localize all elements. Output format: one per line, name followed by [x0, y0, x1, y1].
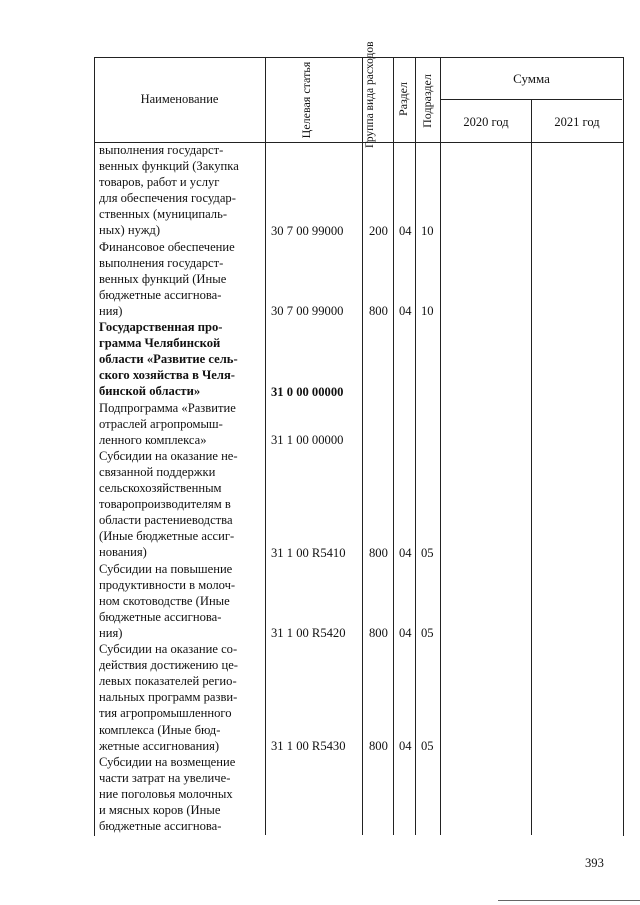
row-name-line: Субсидии на оказание со- [99, 642, 238, 657]
target-article: 30 7 00 99000 [271, 304, 344, 318]
row-name-line: отраслей агропромыш- [99, 416, 223, 431]
row-name-line: для обеспечения государ- [99, 191, 236, 206]
row-name-line: Финансовое обеспечение [99, 239, 235, 254]
row-name-line: товаропроизводителям в [99, 497, 231, 512]
row-name-line: выполнения государст- [99, 143, 224, 157]
target-article: 31 0 00 00000 [271, 384, 344, 399]
row-name [99, 448, 263, 561]
row-name-line: нальных программ разви- [99, 690, 238, 705]
row-name-line: сельскохозяйственным [99, 481, 222, 496]
row-name-line: Субсидии на повышение [99, 561, 233, 576]
row-name-line: связанной поддержки [99, 464, 216, 479]
section: 04 [399, 223, 412, 238]
row-name-line: венных функций (Иные [99, 271, 227, 286]
column-divider [531, 99, 532, 835]
row-name-line: части затрат на увеличе- [99, 770, 231, 785]
column-divider [415, 57, 416, 835]
header-sub-divider [440, 99, 622, 100]
row-name-line: ния) [99, 625, 123, 640]
row-name-line: ных) нужд) [99, 223, 161, 238]
row-name-line: ния) [99, 303, 123, 318]
row-name-line: Субсидии на возмещение [99, 754, 236, 769]
row-name-line: венных функций (Закупка [99, 159, 239, 174]
target-article: 31 1 00 R5420 [271, 626, 346, 640]
target-article: 31 1 00 R5430 [271, 738, 346, 753]
footer-line [498, 900, 640, 901]
subsection: 10 [421, 304, 434, 318]
row-name-line: области растениеводства [99, 513, 233, 528]
row-name-line: области «Развитие сель- [99, 352, 238, 367]
expense-group: 800 [369, 304, 388, 318]
row-name-line: (Иные бюджетные ассиг- [99, 529, 235, 544]
header-group: Группа вида расходов [364, 41, 376, 148]
header-podrazdel: Подраздел [420, 74, 434, 128]
row-name [99, 754, 263, 834]
row-name-line: ном скотоводстве (Иные [99, 593, 230, 608]
row-name-line: товаров, работ и услуг [99, 175, 220, 190]
target-article: 30 7 00 99000 [271, 223, 344, 238]
section: 04 [399, 738, 412, 753]
header-code: Целевая статья [299, 61, 313, 139]
row-name-line: комплекса (Иные бюд- [99, 722, 221, 737]
target-article: 31 1 00 R5410 [271, 545, 346, 560]
subsection: 10 [421, 223, 434, 238]
row-name-line: бюджетные ассигнова- [99, 287, 222, 302]
row-name-line: жетные ассигнования) [99, 738, 220, 753]
row-name-line: продуктивности в молоч- [99, 577, 236, 592]
row-name-line: бюджетные ассигнова- [99, 819, 222, 834]
header-year-2020: 2020 год [463, 115, 509, 129]
row-name-line: ленного комплекса» [99, 432, 207, 447]
column-divider [440, 57, 441, 835]
header-sum: Сумма [513, 71, 550, 86]
expense-group: 800 [369, 626, 388, 640]
row-name-line: грамма Челябинской [99, 336, 221, 351]
row-name-line: действия достижению це- [99, 658, 238, 673]
column-divider [265, 57, 266, 835]
row-name [99, 142, 263, 239]
row-name [99, 561, 263, 641]
row-name-line: ние поголовья молочных [99, 786, 233, 801]
subsection: 05 [421, 738, 434, 753]
section: 04 [399, 304, 412, 318]
section: 04 [399, 626, 412, 640]
row-name-line: тия агропромышленного [99, 706, 232, 721]
row-name-line: выполнения государст- [99, 255, 224, 270]
column-divider [362, 57, 363, 835]
row-name-line: левых показателей регио- [99, 674, 237, 689]
row-name-line: ственных (муниципаль- [99, 207, 228, 222]
row-name-line: ского хозяйства в Челя- [99, 368, 235, 383]
expense-group: 800 [369, 545, 388, 560]
target-article: 31 1 00 00000 [271, 432, 344, 447]
section: 04 [399, 545, 412, 560]
column-divider [393, 57, 394, 835]
expense-group: 200 [369, 223, 388, 238]
row-name-line: Подпрограмма «Развитие [99, 400, 236, 415]
subsection: 05 [421, 545, 434, 560]
header-year-2021: 2021 год [554, 115, 600, 129]
row-name [99, 400, 263, 448]
page-number: 393 [585, 856, 604, 870]
expense-group: 800 [369, 738, 388, 753]
row-name-line: бинской области» [99, 384, 201, 399]
row-name-line: бюджетные ассигнова- [99, 609, 222, 624]
row-name-line: и мясных коров (Иные [99, 803, 221, 818]
header-razdel: Раздел [396, 82, 410, 116]
row-name [99, 239, 263, 319]
subsection: 05 [421, 626, 434, 640]
row-name-line: Государственная про- [99, 320, 223, 335]
row-name-line: Субсидии на оказание не- [99, 448, 238, 463]
row-name [99, 641, 263, 754]
header-name: Наименование [140, 92, 219, 106]
row-name [99, 319, 263, 399]
row-name-line: нования) [99, 545, 147, 560]
